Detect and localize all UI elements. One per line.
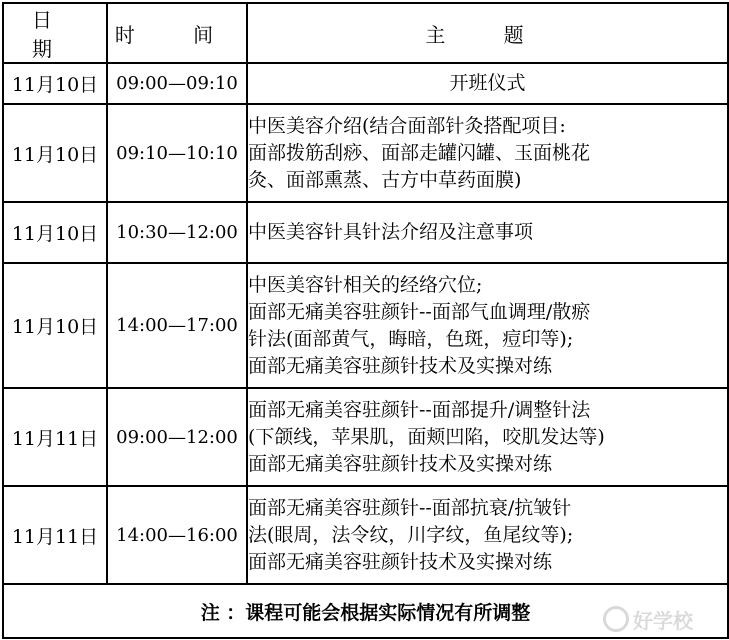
topic-line: 面部无痛美容驻颜针--面部抗衰/抗皱针 [248,496,572,519]
row-time: 09:00—12:00 [107,388,247,486]
row-time: 14:00—17:00 [107,263,247,388]
row-topic [247,63,728,104]
row-topic [247,486,728,584]
row-topic [247,388,728,486]
watermark-circle-icon [603,606,629,632]
topic-line: 中医美容针相关的经络穴位; [248,273,483,296]
row-date: 11月11日 [3,388,107,486]
row-date: 11月10日 [3,104,107,202]
topic-line: 灸、面部熏蒸、古方中草药面膜) [248,168,522,191]
watermark-logo [603,604,715,634]
topic-line: 开班仪式 [449,72,526,94]
header-date: 日 期 [3,3,107,63]
table-row [3,104,728,202]
row-date: 11月11日 [3,486,107,584]
topic-line: 面部无痛美容驻颜针技术及实操对练 [248,452,553,475]
note-text: 注 ：课程可能会根据实际情况有所调整 [3,584,728,638]
row-topic [247,104,728,202]
row-date: 11月10日 [3,63,107,104]
row-time: 09:10—10:10 [107,104,247,202]
topic-line: 面部无痛美容驻颜针技术及实操对练 [248,550,553,573]
header-row [3,3,728,63]
table-row [3,202,728,263]
table-row [3,388,728,486]
row-date: 11月10日 [3,202,107,263]
row-date: 11月10日 [3,263,107,388]
row-time: 14:00—16:00 [107,486,247,584]
header-topic: 主 题 [247,3,728,63]
row-topic [247,263,728,388]
topic-line: 面部无痛美容驻颜针--面部气血调理/散瘀 [248,300,591,323]
topic-line: 中医美容介绍(结合面部针灸搭配项目: [248,114,566,137]
topic-line: (下颌线，苹果肌，面颊凹陷，咬肌发达等) [248,425,605,448]
topic-line: 面部无痛美容驻颜针--面部提升/调整针法 [248,398,591,421]
schedule-rows [3,63,728,584]
topic-line: 面部拨筋刮痧、面部走罐闪罐、玉面桃花 [248,141,591,164]
topic-line: 面部无痛美容驻颜针技术及实操对练 [248,354,553,377]
row-time: 10:30—12:00 [107,202,247,263]
row-time: 09:00—09:10 [107,63,247,104]
topic-line: 针法(面部黄气，晦暗，色斑，痘印等); [248,327,574,350]
watermark-text: 好学校 [633,608,693,633]
schedule-table [2,2,729,639]
table-row [3,486,728,584]
table-row [3,263,728,388]
table-row [3,63,728,104]
row-topic [247,202,728,263]
header-time: 时 间 [107,3,247,63]
topic-line: 中医美容针具针法介绍及注意事项 [248,221,534,243]
topic-line: 法(眼周，法令纹，川字纹，鱼尾纹等); [248,523,574,546]
